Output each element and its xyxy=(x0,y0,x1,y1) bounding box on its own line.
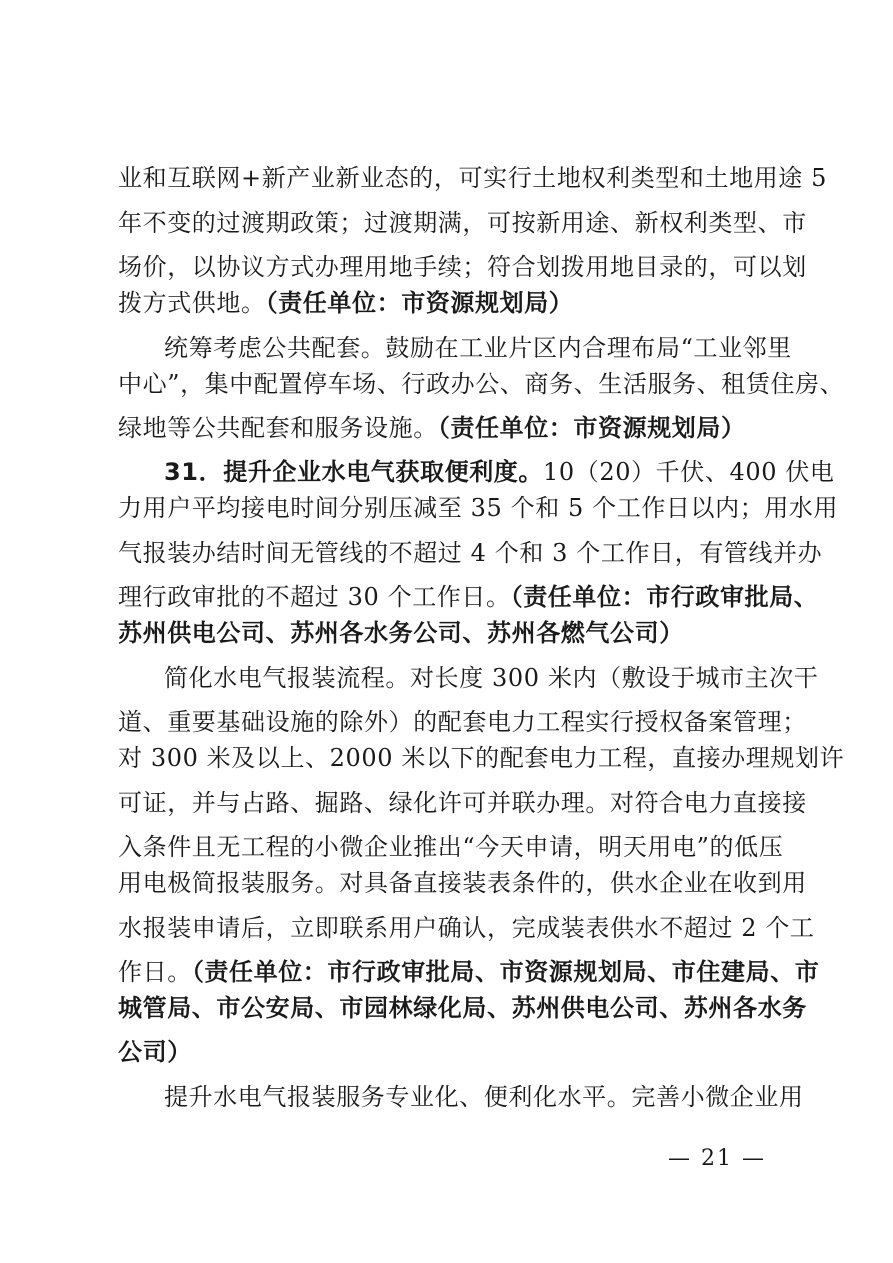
line-text: 绿地等公共配套和服务设施。 xyxy=(118,414,438,442)
body-line xyxy=(118,993,807,1023)
body-line xyxy=(118,369,845,399)
line-text: 入条件且无工程的小微企业推出“今天申请，明天用电”的低压 xyxy=(118,833,784,861)
line-text: 理行政审批的不超过 30 个工作日。 xyxy=(118,583,511,611)
body-line xyxy=(118,618,778,648)
body-line xyxy=(118,957,820,987)
responsibility-note: （责任单位：市资源规划局） xyxy=(265,289,574,317)
body-line xyxy=(118,163,828,193)
responsibility-note: 城管局、市公安局、市园林绿化局、苏州供电公司、苏州各水务 xyxy=(118,994,807,1022)
line-text: 年不变的过渡期政策；过渡期满，可按新用途、新权利类型、市 xyxy=(118,209,807,237)
paragraph-first-line xyxy=(164,663,824,693)
line-text: 水报装申请后，立即联系用户确认，完成装表供水不超过 2 个工 xyxy=(118,914,815,942)
body-line xyxy=(118,208,807,238)
responsibility-note: 公司） xyxy=(118,1038,192,1066)
body-line xyxy=(118,832,784,862)
line-text: 对 300 米及以上、2000 米以下的配套电力工程，直接办理规划许 xyxy=(118,744,845,772)
line-text: 可证，并与占路、掘路、绿化许可并联办理。对符合电力直接接 xyxy=(118,789,807,817)
section-heading-line xyxy=(164,457,835,487)
line-text: 中心”，集中配置停车场、行政办公、商务、生活服务、租赁住房、 xyxy=(118,370,845,398)
line-text: 场价，以协议方式办理用地手续；符合划拨用地目录的，可以划 xyxy=(118,253,807,281)
line-text: 气报装办结时间无管线的不超过 4 个和 3 个工作日，有管线并办 xyxy=(118,539,823,567)
line-text: 简化水电气报装流程。对长度 300 米内（敷设于城市主次干 xyxy=(164,664,819,692)
body-line xyxy=(118,538,823,568)
line-text: 道、重要基础设施的除外）的配套电力工程实行授权备案管理； xyxy=(118,708,807,736)
body-line xyxy=(118,1037,778,1067)
body-line xyxy=(118,913,815,943)
line-text: 拨方式供地。 xyxy=(118,289,266,317)
line-text: 作日。 xyxy=(118,958,192,986)
responsibility-note: 苏州供电公司、苏州各水务公司、苏州各燃气公司） xyxy=(118,619,684,647)
paragraph-first-line xyxy=(164,1082,824,1112)
body-line xyxy=(118,493,839,523)
body-line xyxy=(118,868,807,898)
line-text: 力用户平均接电时间分别压减至 35 个和 5 个工作日以内；用水用 xyxy=(118,494,839,522)
line-text: 10（20）千伏、400 伏电 xyxy=(543,458,835,486)
body-line xyxy=(118,288,778,318)
responsibility-note: （责任单位：市行政审批局、市资源规划局、市住建局、市 xyxy=(191,958,820,986)
line-text: 提升水电气报装服务专业化、便利化水平。完善小微企业用 xyxy=(164,1083,804,1111)
paragraph-first-line xyxy=(164,333,824,363)
body-line xyxy=(118,788,807,818)
page-number: — 21 — xyxy=(668,1146,766,1171)
section-heading: 31．提升企业水电气获取便利度。 xyxy=(164,458,543,486)
line-text: 用电极简报装服务。对具备直接装表条件的，供水企业在收到用 xyxy=(118,869,807,897)
body-line xyxy=(118,252,807,282)
line-text: 统筹考虑公共配套。鼓励在工业片区内合理布局“工业邻里 xyxy=(164,334,792,362)
responsibility-note: （责任单位：市资源规划局） xyxy=(437,414,746,442)
body-line xyxy=(118,707,807,737)
body-line xyxy=(118,582,819,612)
body-line xyxy=(118,413,778,443)
body-line xyxy=(118,743,845,773)
line-text: 业和互联网+新产业新业态的，可实行土地权利类型和土地用途 5 xyxy=(118,164,828,192)
responsibility-note: （责任单位：市行政审批局、 xyxy=(510,583,819,611)
